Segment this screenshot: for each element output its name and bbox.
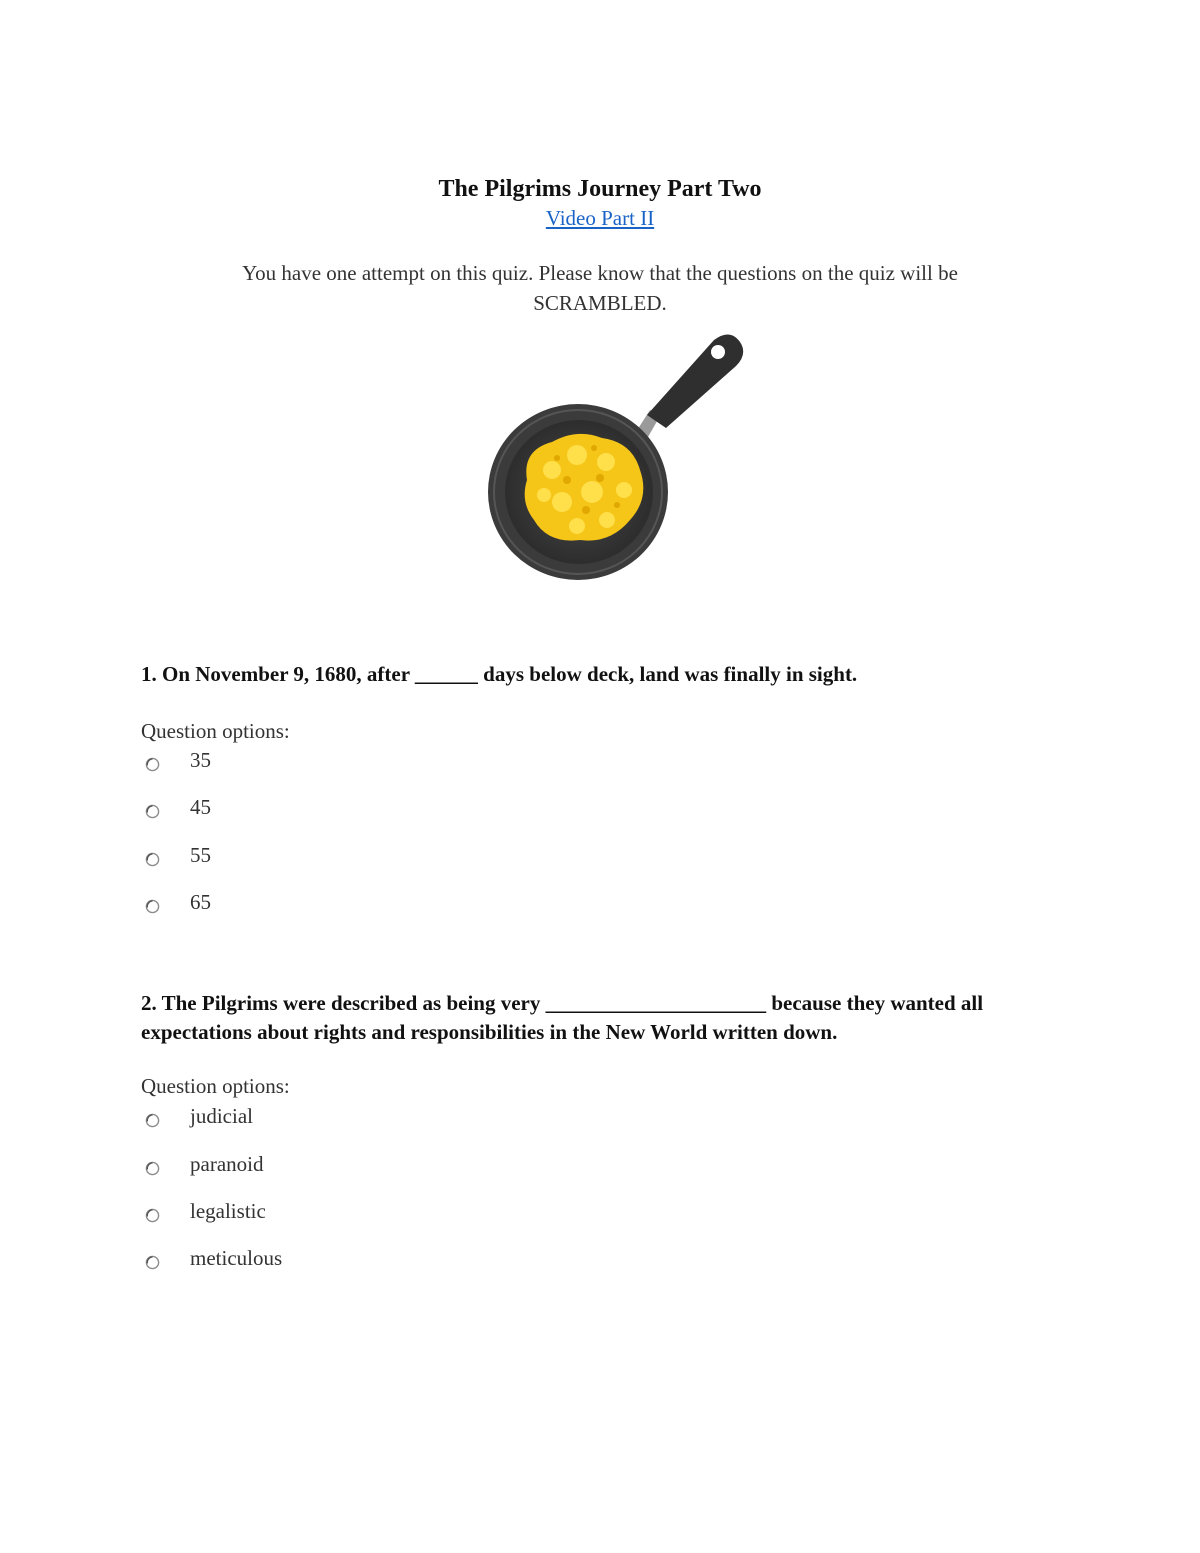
option-label: 55 bbox=[190, 843, 211, 867]
option-label: 45 bbox=[190, 795, 211, 819]
option-label: 65 bbox=[190, 890, 211, 914]
option-label: judicial bbox=[190, 1104, 253, 1128]
question-2-text: 2. The Pilgrims were described as being very _____________________ because they wanted all expectations about rights and responsibilities in the New World written down. bbox=[141, 991, 984, 1044]
radio-button-icon[interactable] bbox=[145, 1113, 160, 1128]
video-link-container bbox=[0, 204, 1200, 232]
radio-button-icon[interactable] bbox=[145, 852, 160, 867]
radio-button-icon[interactable] bbox=[145, 899, 160, 914]
radio-button-icon[interactable] bbox=[145, 1255, 160, 1270]
radio-button-icon[interactable] bbox=[145, 804, 160, 819]
question-2-option-2[interactable] bbox=[145, 1149, 263, 1179]
question-1-option-3[interactable] bbox=[145, 840, 211, 870]
question-1-options-label: Question options: bbox=[141, 719, 290, 743]
quiz-instructions: You have one attempt on this quiz. Please know that the questions on the quiz will be SCRAMBLED. bbox=[242, 261, 958, 315]
option-label: legalistic bbox=[190, 1199, 266, 1223]
question-1-option-2[interactable] bbox=[145, 792, 211, 822]
option-label: 35 bbox=[190, 748, 211, 772]
radio-button-icon[interactable] bbox=[145, 757, 160, 772]
question-2-options-label: Question options: bbox=[141, 1074, 290, 1098]
frying-pan-icon bbox=[482, 330, 750, 592]
page-title: The Pilgrims Journey Part Two bbox=[438, 176, 762, 202]
radio-button-icon[interactable] bbox=[145, 1161, 160, 1176]
question-1-option-1[interactable] bbox=[145, 745, 211, 775]
question-1-option-4[interactable] bbox=[145, 887, 211, 917]
option-label: meticulous bbox=[190, 1246, 283, 1270]
option-label: paranoid bbox=[190, 1152, 264, 1176]
radio-button-icon[interactable] bbox=[145, 1208, 160, 1223]
question-2-option-3[interactable] bbox=[145, 1196, 266, 1226]
video-part-ii-link[interactable]: Video Part II bbox=[545, 206, 655, 230]
question-1-text: 1. On November 9, 1680, after ______ days below deck, land was finally in sight. bbox=[141, 662, 858, 686]
question-2-option-1[interactable] bbox=[145, 1101, 253, 1131]
question-2-option-4[interactable] bbox=[145, 1243, 282, 1273]
